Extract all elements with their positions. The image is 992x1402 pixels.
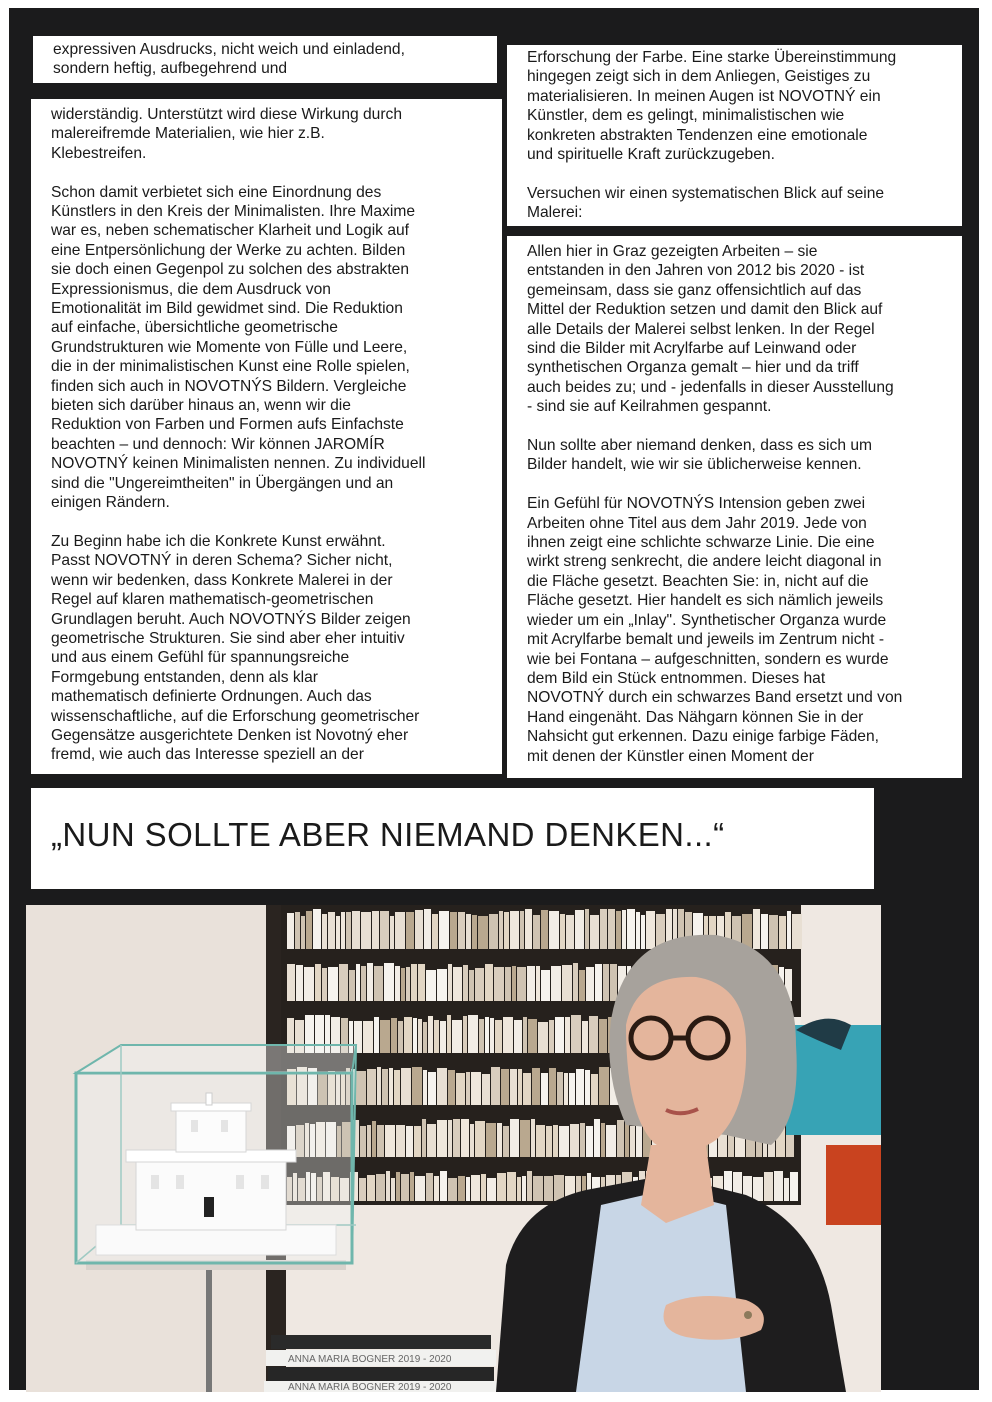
paragraph: [527, 436, 954, 475]
text-line: sind die "Ungereimtheiten" in Übergängen und an: [51, 474, 394, 492]
book-spine-label: ANNA MARIA BOGNER 2019 - 2020: [288, 1354, 452, 1365]
text-line: geometrische Strukturen. Sie sind aber eher intuitiv: [51, 629, 405, 647]
text-clipping-top-left: [33, 36, 497, 83]
book-stack-1: [271, 1335, 491, 1349]
text-line: sind die Bilder mit Acrylfarbe auf Leinwand oder: [527, 340, 857, 358]
text-line: Malerei:: [527, 204, 583, 222]
text-line: NOVOTNÝ keinen Minimalisten nennen. Zu individuell: [51, 455, 426, 473]
text-line: Formgebung entstanden, denn als klar: [51, 668, 318, 686]
text-line: Gegensätze ausgerichtete Denken ist Novotný eher: [51, 726, 409, 744]
text-line: auf einfache, übersichtliche geometrische: [51, 319, 338, 337]
text-line: Nahsicht gut erkennen. Dazu einige farbige Fäden,: [527, 728, 879, 746]
text-line: finden sich auch in NOVOTNÝS Bildern. Vergleiche: [51, 377, 407, 395]
text-line: einigen Rändern.: [51, 494, 170, 512]
text-line: Grundstrukturen wie Momente von Fülle und Leere,: [51, 338, 408, 356]
text-line: wieder um ein „Inlay". Synthetischer Organza wurde: [527, 611, 887, 629]
text-line: Hand eingenäht. Das Nähgarn können Sie in der: [527, 708, 864, 726]
text-line: gemeinsam, dass sie ganz offensichtlich auf das: [527, 281, 862, 299]
text-line: Ein Gefühl für NOVOTNÝS Intension geben zwei: [527, 495, 866, 513]
text-line: Schon damit verbietet sich eine Einordnung des: [51, 183, 382, 201]
text-line: Bilder handelt, wie wir sie üblicherweise kennen.: [527, 456, 862, 474]
orange-object: [826, 1145, 881, 1225]
text-line: beachten – und dennoch: Wir können JAROMÍR: [51, 435, 385, 453]
text-line: alle Details der Malerei selbst lenken. In der Regel: [527, 320, 875, 338]
text-line: wenn wir bedenken, dass Konkrete Malerei in der: [51, 571, 393, 589]
text-clipping-right-bottom: [507, 236, 962, 778]
text-line: hingegen zeigt sich in dem Anliegen, Geistiges zu: [527, 68, 871, 86]
paragraph: [527, 242, 954, 417]
text-line: expressiven Ausdrucks, nicht weich und einladend,: [53, 41, 405, 58]
paragraph: [527, 184, 954, 223]
text-line: mit Acrylfarbe bemalt und jeweils im Zentrum nicht -: [527, 631, 885, 649]
book-stack-3: [268, 1367, 494, 1381]
text-line: - sind sie auf Keilrahmen gespannt.: [527, 398, 772, 416]
text-line: Fläche gesetzt. Hier handelt es sich nämlich jeweils: [527, 592, 884, 610]
text-line: Passt NOVOTNÝ in deren Schema? Sicher nicht,: [51, 552, 393, 570]
text-line: synthetischen Organza gemalt – hier und da triff: [527, 359, 859, 377]
book-spine-label: ANNA MARIA BOGNER 2019 - 2020: [288, 1382, 452, 1392]
text-line: wie bei Fontana – aufgeschnitten, sondern es wurde: [527, 650, 889, 668]
text-line: Mittel der Reduktion setzen und damit den Blick auf: [527, 301, 883, 319]
paragraph: [527, 494, 954, 766]
text-line: entstanden in den Jahren von 2012 bis 2020 - ist: [527, 262, 865, 280]
light-blue-blouse: [576, 1190, 746, 1392]
text-line: widerständig. Unterstützt wird diese Wirkung durch: [51, 106, 403, 123]
text-line: malereifremde Materialien, wie hier z.B.: [51, 125, 325, 143]
text-line: Emotionalität im Bild gewidmet sind. Die Reduktion: [51, 300, 403, 318]
text-line: Reduktion von Farben und Formen aufs Einfachste: [51, 416, 404, 434]
text-line: Künstler, dem es gelingt, minimalistischen wie: [527, 107, 845, 125]
text-line: die in der minimalistischen Kunst eine Rolle spielen,: [51, 358, 410, 376]
paragraph: [51, 105, 494, 163]
text-line: sondern heftig, aufbegehrend und: [53, 60, 288, 78]
text-line: wissenschaftliche, auf die Erforschung geometrischer: [51, 707, 420, 725]
text-line: Regel auf klaren mathematisch-geometrischen: [51, 591, 374, 609]
text-line: die Fläche gesetzt. Beachten Sie: in, nicht auf die: [527, 572, 869, 590]
text-line: sie doch einen Gegenpol zu solchen des abstrakten: [51, 261, 410, 279]
text-line: und spirituelle Kraft zurückzugeben.: [527, 146, 775, 164]
paragraph: [527, 48, 954, 164]
headline-quote: „NUN SOLLTE ABER NIEMAND DENKEN...“: [31, 788, 874, 889]
text-line: Versuchen wir einen systematischen Blick auf seine: [527, 184, 885, 202]
text-line: ihnen zeigt eine schlichte schwarze Linie. Die eine: [527, 534, 875, 552]
text-line: bieten sich darüber hinaus an, wenn wir die: [51, 397, 351, 415]
text-line: fremd, wie auch das Interesse speziell an der: [51, 746, 364, 764]
text-line: dem Bild ein Stück entnommen. Dieses hat: [527, 669, 826, 687]
text-clipping-right-top: [507, 45, 962, 226]
text-line: Erforschung der Farbe. Eine starke Übereinstimmung: [527, 49, 897, 66]
text-line: Klebestreifen.: [51, 144, 147, 162]
text-line: auch beides zu; und - jedenfalls in dieser Ausstellung: [527, 378, 894, 396]
text-line: war es, neben schematischer Klarheit und Logik auf: [51, 222, 409, 240]
text-line: und aus einem Gefühl für spannungsreiche: [51, 649, 350, 667]
text-line: Grundlagen beruht. Auch NOVOTNÝS Bilder zeigen: [51, 610, 411, 628]
text-clipping-left-column: [31, 99, 502, 774]
paragraph: [51, 183, 494, 513]
display-stand-leg: [206, 1265, 212, 1392]
text-line: mathematisch definierte Ordnungen. Auch das: [51, 688, 372, 706]
text-line: eine Entpersönlichung der Werke zu achten. Bilden: [51, 241, 406, 259]
portrait-photo: [26, 905, 881, 1392]
text-line: mit denen der Künstler einen Moment der: [527, 747, 814, 765]
text-line: Expressionismus, die dem Ausdruck von: [51, 280, 331, 298]
text-line: Künstlers in den Kreis der Minimalisten. Ihre Maxime: [51, 203, 415, 221]
text-line: Arbeiten ohne Titel aus dem Jahr 2019. Jede von: [527, 514, 867, 532]
text-line: wirkt streng senkrecht, die andere leicht diagonal in: [527, 553, 882, 571]
ring: [744, 1311, 752, 1319]
text-line: materialisieren. In meinen Augen ist NOVOTNÝ ein: [527, 87, 881, 105]
text-line: NOVOTNÝ durch ein schwarzes Band ersetzt und von: [527, 689, 903, 707]
text-line: Nun sollte aber niemand denken, dass es sich um: [527, 437, 872, 455]
text-line: Allen hier in Graz gezeigten Arbeiten – sie: [527, 243, 818, 260]
text-line: konkreten abstrakten Tendenzen eine emotionale: [527, 126, 868, 144]
text-line: Zu Beginn habe ich die Konkrete Kunst erwähnt.: [51, 532, 386, 550]
paragraph: [51, 532, 494, 765]
